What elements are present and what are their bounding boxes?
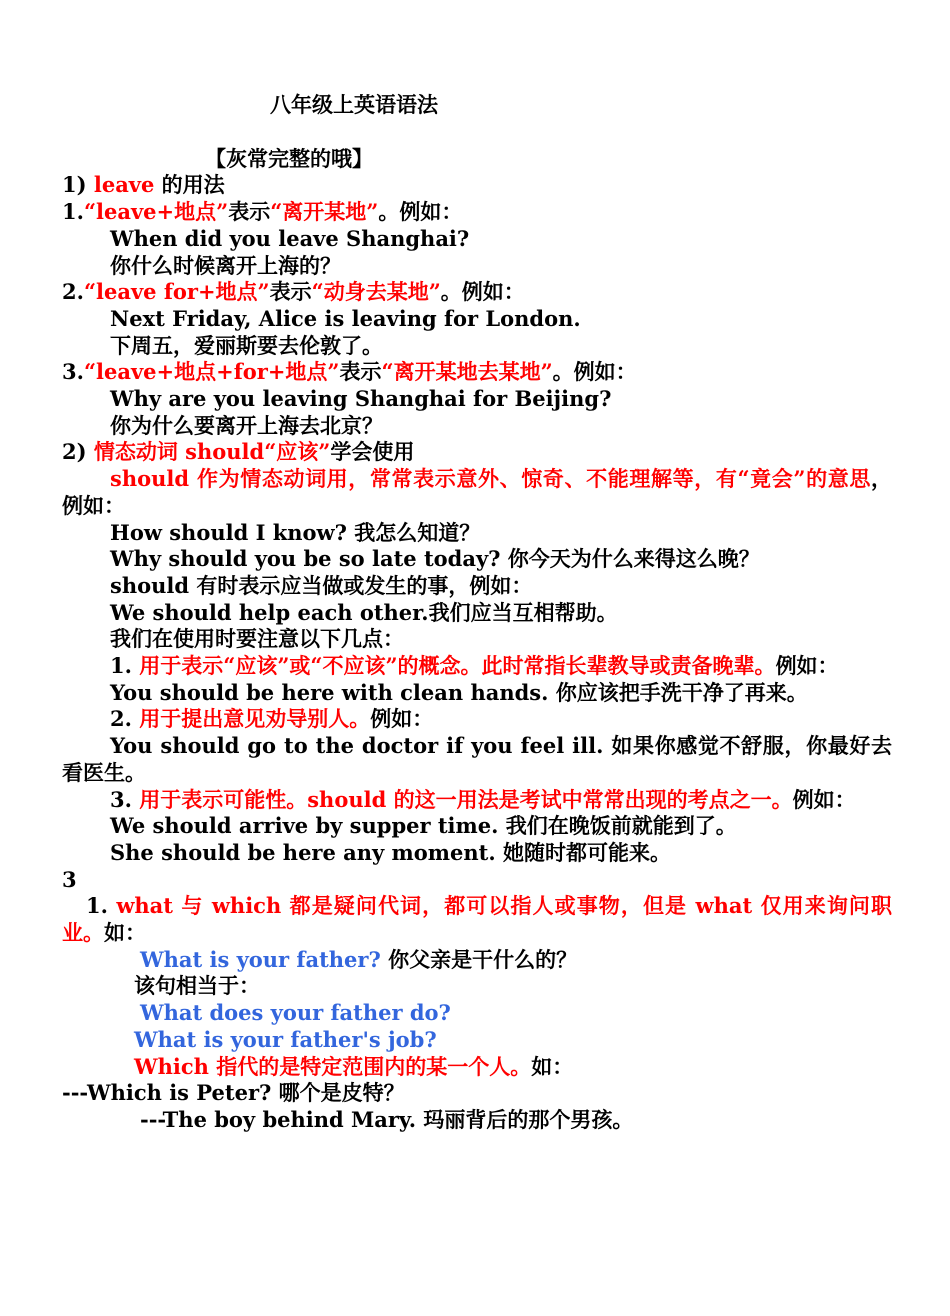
example-cn: 你为什么要离开上海去北京？ bbox=[110, 412, 383, 438]
should-intro-red: should 作为情态动词用，常常表示意外、惊奇、不能理解等，有“竟会”的意思 bbox=[110, 466, 871, 492]
point-2 bbox=[62, 706, 892, 733]
rule-example-lead: 。例如： bbox=[378, 199, 463, 225]
example-line: We should help each other.我们应当互相帮助。 bbox=[110, 599, 618, 625]
note-line: 我们在使用时要注意以下几点： bbox=[110, 626, 404, 652]
rule-2 bbox=[62, 279, 892, 306]
point-number: 3. bbox=[110, 786, 140, 812]
point-example-lead: 如： bbox=[104, 920, 146, 946]
document-page bbox=[62, 92, 892, 1134]
rule-example-lead: 。例如： bbox=[552, 359, 637, 385]
example-cn: 你什么时候离开上海的？ bbox=[110, 252, 341, 278]
example-line: She should be here any moment. 她随时都可能来。 bbox=[110, 839, 671, 865]
example-line bbox=[62, 947, 892, 974]
example-cn: 下周五，爱丽斯要去伦敦了。 bbox=[110, 332, 383, 358]
example-line: You should go to the doctor if you feel ill. 如果你感觉不舒服，你最好去看医生。 bbox=[62, 733, 892, 785]
example-en-blue: What does your father do? bbox=[140, 1000, 451, 1026]
point-number: 1. bbox=[110, 653, 140, 679]
section-1-heading bbox=[62, 172, 892, 199]
rule-meaning: “离开某地去某地” bbox=[381, 359, 553, 385]
rule-meaning: “离开某地” bbox=[270, 199, 379, 225]
rule-number: 3. bbox=[62, 359, 84, 385]
section-2-heading bbox=[62, 439, 892, 466]
rule-number: 1. bbox=[62, 199, 84, 225]
note-line: 该句相当于： bbox=[134, 973, 260, 999]
example-line: How should I know? 我怎么知道？ bbox=[110, 519, 481, 545]
example-en: When did you leave Shanghai? bbox=[110, 225, 470, 251]
example-en-blue: What is your father? bbox=[140, 946, 381, 972]
example-line: You should be here with clean hands. 你应该把手洗干净了再来。 bbox=[110, 679, 808, 705]
page-subtitle: 【灰常完整的哦】 bbox=[205, 145, 373, 171]
which-rule bbox=[62, 1054, 892, 1081]
rule-meaning: “动身去某地” bbox=[311, 279, 441, 305]
dialogue-line: ---The boy behind Mary. 玛丽背后的那个男孩。 bbox=[140, 1107, 634, 1132]
rule-pattern: “leave+地点” bbox=[83, 199, 229, 225]
point-number: 2. bbox=[110, 706, 140, 732]
rule-example-lead: 。例如： bbox=[440, 279, 525, 305]
example-en-blue: What is your father's job? bbox=[134, 1026, 437, 1052]
rule-connector: 表示 bbox=[269, 279, 312, 305]
rule-connector: 表示 bbox=[228, 199, 271, 225]
note-line: should 有时表示应当做或发生的事，例如： bbox=[110, 572, 533, 598]
should-intro-lead: ，例如： bbox=[62, 466, 892, 518]
page-title: 八年级上英语语法 bbox=[270, 92, 438, 117]
section-keyword: leave bbox=[93, 172, 155, 198]
point-3 bbox=[62, 787, 892, 814]
point-example-lead: 如： bbox=[531, 1053, 574, 1079]
what-which-rule bbox=[62, 893, 892, 946]
point-1 bbox=[62, 653, 892, 680]
point-text: 用于提出意见劝导别人。 bbox=[139, 706, 371, 732]
section-number: 1) bbox=[62, 172, 94, 198]
section-keyword: 情态动词 should“应该” bbox=[93, 439, 331, 465]
dialogue-line: ---Which is Peter? 哪个是皮特？ bbox=[62, 1080, 405, 1106]
example-cn: 你父亲是干什么的？ bbox=[380, 946, 578, 972]
point-text: 用于表示可能性。should 的这一用法是考试中常常出现的考点之一。 bbox=[139, 786, 793, 812]
example-line: Why should you be so late today? 你今天为什么来得这么晚？ bbox=[110, 546, 760, 572]
section-heading-text: 的用法 bbox=[154, 172, 225, 198]
rule-3 bbox=[62, 359, 892, 386]
section-number: 2) bbox=[62, 439, 94, 465]
point-text: what 与 which 都是疑问代词，都可以指人或事物，但是 what 仅用来询问职业。 bbox=[62, 893, 892, 946]
section-3-heading: 3 bbox=[62, 866, 77, 892]
section-heading-text: 学会使用 bbox=[330, 439, 415, 465]
point-text: Which 指代的是特定范围内的某一个人。 bbox=[134, 1053, 532, 1079]
rule-pattern: “leave for+地点” bbox=[83, 279, 270, 305]
point-example-lead: 例如： bbox=[370, 706, 434, 732]
point-number: 1. bbox=[86, 893, 117, 919]
rule-number: 2. bbox=[62, 279, 84, 305]
example-line: We should arrive by supper time. 我们在晚饭前就能到了。 bbox=[110, 813, 737, 839]
point-example-lead: 例如： bbox=[792, 786, 856, 812]
point-example-lead: 例如： bbox=[775, 653, 839, 679]
example-en: Next Friday, Alice is leaving for London. bbox=[110, 305, 581, 331]
point-text: 用于表示“应该”或“不应该”的概念。此时常指长辈教导或责备晚辈。 bbox=[139, 653, 776, 679]
should-intro bbox=[62, 466, 892, 519]
example-en: Why are you leaving Shanghai for Beijing? bbox=[110, 386, 612, 412]
rule-connector: 表示 bbox=[339, 359, 382, 385]
rule-1 bbox=[62, 199, 892, 226]
rule-pattern: “leave+地点+for+地点” bbox=[83, 359, 340, 385]
